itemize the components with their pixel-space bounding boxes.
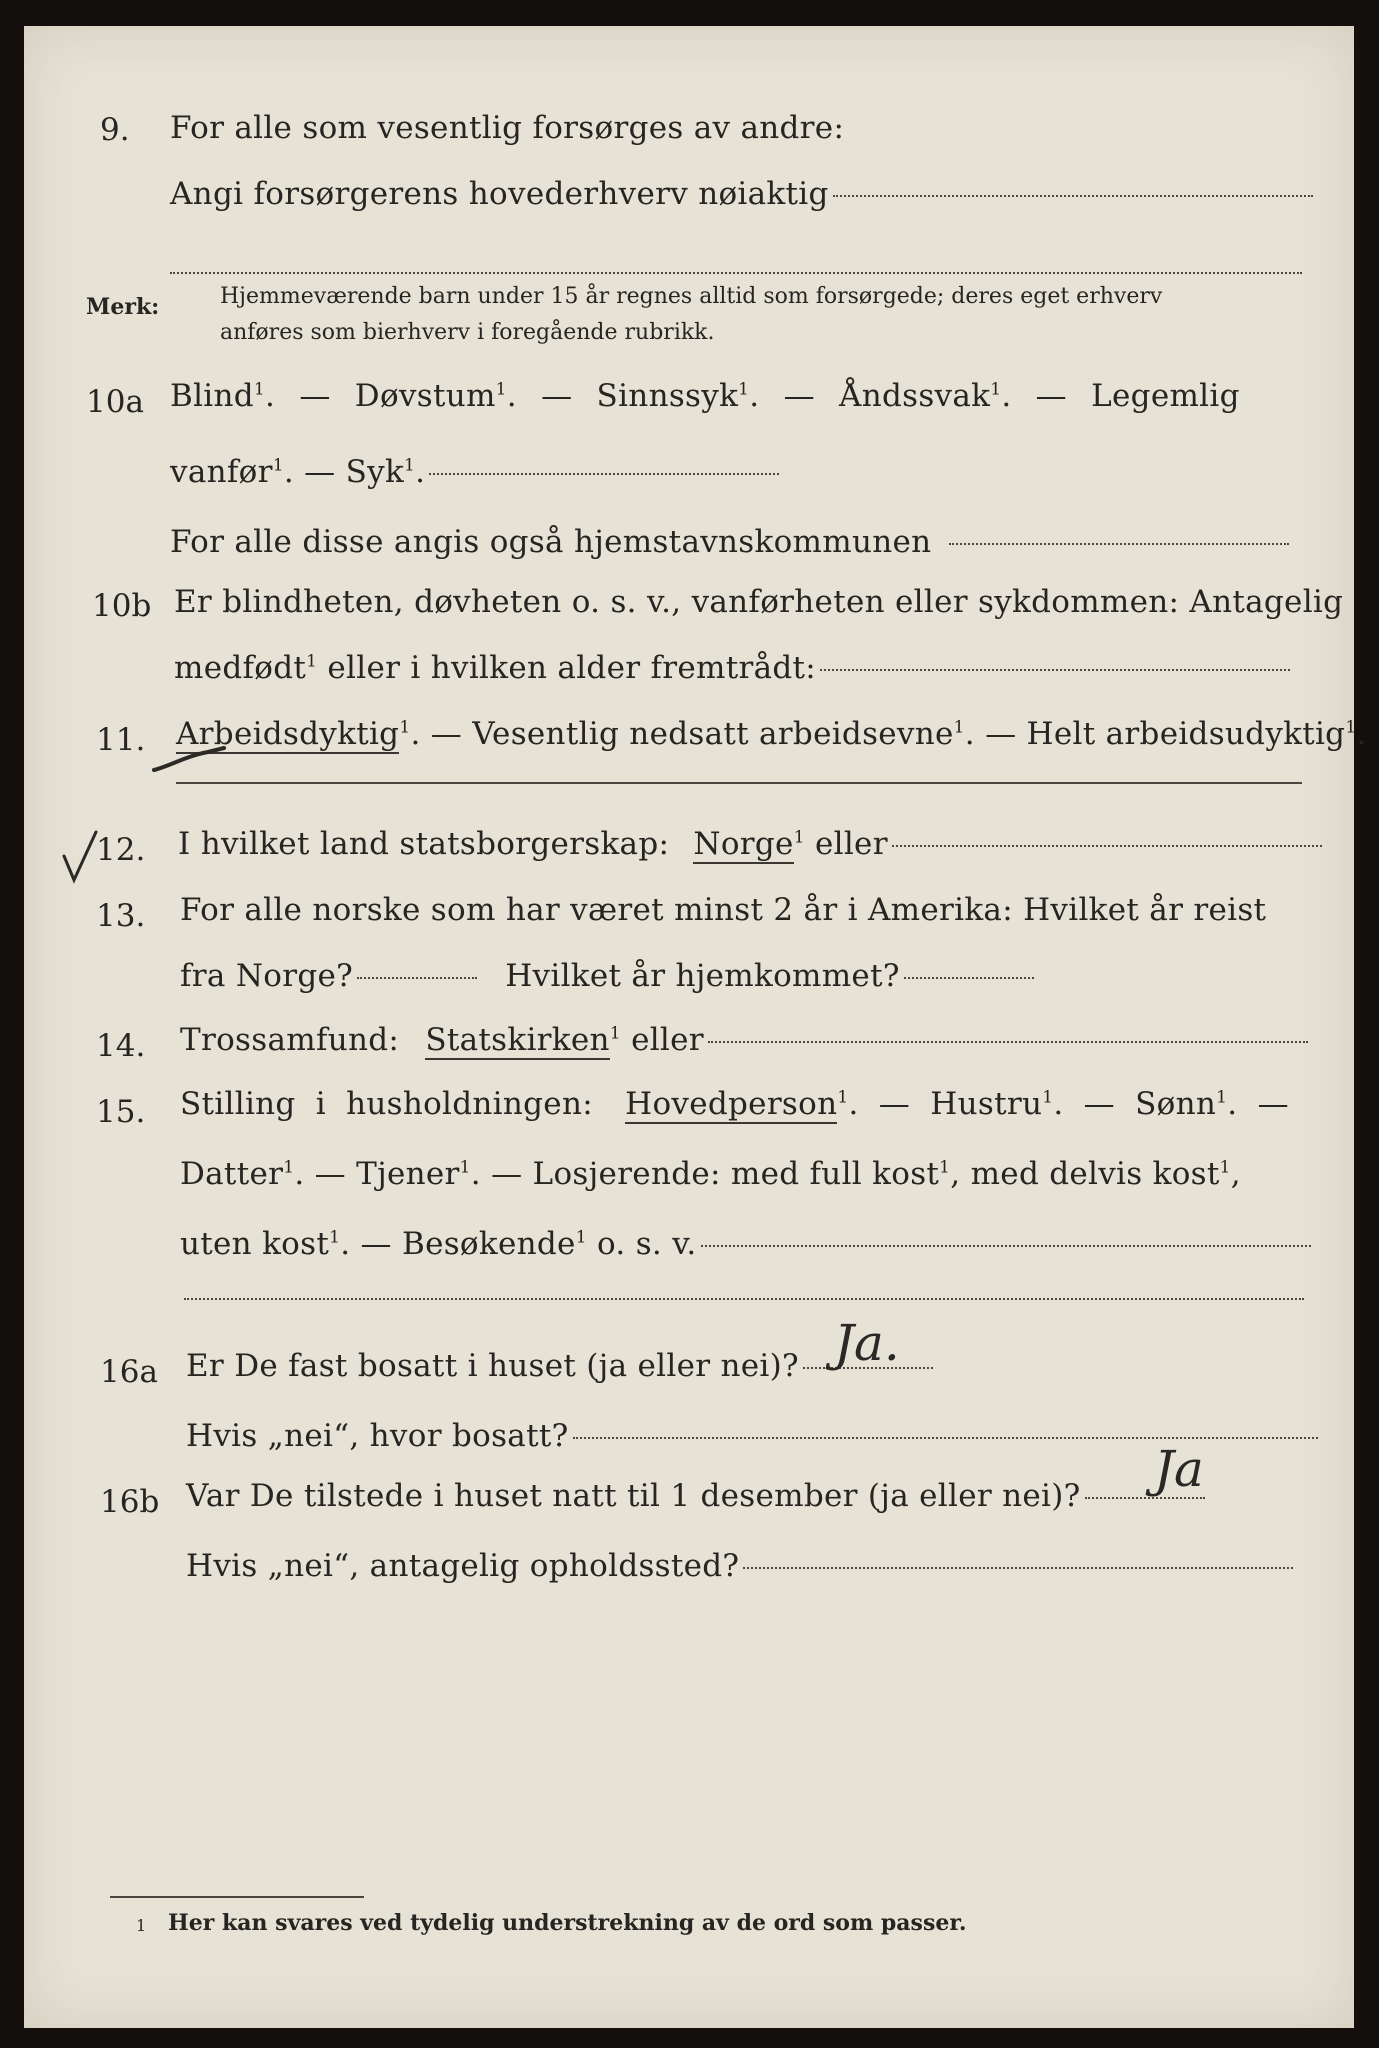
footnote-ref: 1 bbox=[253, 379, 266, 400]
q16b-line2 bbox=[186, 1548, 1293, 1584]
q14-eller: eller bbox=[631, 1022, 704, 1058]
opt-sinnssyk[interactable]: . — Sinnssyk bbox=[506, 378, 739, 414]
q15-number: 15. bbox=[96, 1094, 146, 1130]
hjemstavn-field[interactable] bbox=[949, 543, 1289, 545]
footnote-ref: 1 bbox=[272, 455, 284, 476]
q13-line2 bbox=[180, 958, 1034, 994]
q16a-question: Er De fast bosatt i huset (ja eller nei)? bbox=[186, 1348, 799, 1384]
q13-line1: For alle norske som har været minst 2 år i Amerika: Hvilket år reist bbox=[180, 892, 1267, 928]
q16b-question: Var De tilstede i huset natt til 1 desember (ja eller nei)? bbox=[186, 1478, 1081, 1514]
q13-number: 13. bbox=[96, 898, 146, 934]
opt-arbeidsdyktig[interactable]: Arbeidsdyktig bbox=[176, 716, 400, 752]
q16a-line2 bbox=[186, 1418, 1318, 1454]
q10a-number: 10a bbox=[86, 384, 144, 420]
q11-number: 11. bbox=[96, 722, 146, 758]
footnote-ref: 1 bbox=[283, 1157, 295, 1178]
opt-medfodt[interactable]: medfødt bbox=[174, 650, 307, 686]
footnote-ref: 1 bbox=[1216, 1087, 1228, 1108]
q15-answer-line-2[interactable] bbox=[184, 1298, 1304, 1300]
q10a-line3-text: For alle disse angis også hjemstavnskommunen bbox=[170, 524, 932, 560]
opt-hovedperson[interactable]: Hovedperson bbox=[625, 1086, 838, 1122]
footnote-rule bbox=[110, 1896, 364, 1898]
q12-answer-field[interactable] bbox=[892, 845, 1322, 847]
q16a-number: 16a bbox=[100, 1354, 158, 1390]
q14-number: 14. bbox=[96, 1028, 146, 1064]
opt-syk[interactable]: . — Syk bbox=[283, 454, 405, 490]
q15-line3 bbox=[180, 1226, 1311, 1262]
q15-line1 bbox=[180, 1086, 1289, 1122]
q9-answer-field[interactable] bbox=[833, 195, 1313, 197]
q16b-handwritten-answer: Ja bbox=[1154, 1440, 1204, 1498]
footnote-ref: 1 bbox=[738, 379, 750, 400]
q10b-answer-field[interactable] bbox=[820, 669, 1290, 671]
footnote-ref: 1 bbox=[837, 1087, 849, 1108]
footnote-ref: 1 bbox=[575, 1227, 587, 1248]
footnote-ref: 1 bbox=[1219, 1157, 1231, 1178]
opt-vanfor[interactable]: vanfør bbox=[170, 454, 273, 490]
q15-label: Stilling i husholdningen: bbox=[180, 1086, 593, 1122]
q15-line2 bbox=[180, 1156, 1241, 1192]
q10a-line3 bbox=[170, 524, 1289, 560]
q11-line: Arbeidsdyktig$^1$. — Vesentlig nedsatt arbeidsevne$^1$. — Helt arbeidsudyktig$^1$. bbox=[176, 716, 1367, 752]
footnote-ref: 1 bbox=[306, 651, 318, 672]
opt-legemlig[interactable]: . — Legemlig bbox=[1001, 378, 1240, 414]
opt-delvis-kost[interactable]: , med delvis kost bbox=[950, 1156, 1220, 1192]
q14-text: Trossamfund: bbox=[180, 1022, 400, 1058]
footnote-ref: 1 bbox=[495, 379, 507, 400]
q16b-line1 bbox=[186, 1478, 1205, 1514]
q15-osv: o. s. v. bbox=[586, 1226, 697, 1262]
q9-line1: For alle som vesentlig forsørges av andre: bbox=[170, 110, 845, 146]
footnote-ref: 1 bbox=[329, 1227, 341, 1248]
handwritten-underline-stroke bbox=[150, 738, 230, 778]
merk-line1: Hjemmeværende barn under 15 år regnes alltid som forsørgede; deres eget erhverv bbox=[220, 284, 1163, 309]
footnote-ref: 1 bbox=[793, 827, 805, 848]
q10b-alder-text: eller i hvilken alder fremtrådt: bbox=[317, 650, 817, 686]
footnote-text: Her kan svares ved tydelig understrekning av de ord som passer. bbox=[168, 1910, 967, 1936]
footnote-ref: 1 bbox=[459, 1157, 471, 1178]
opt-tjener[interactable]: . — Tjener bbox=[294, 1156, 460, 1192]
opt-udyktig[interactable]: . — Helt arbeidsudyktig bbox=[964, 716, 1346, 752]
footnote-ref: 1 bbox=[1042, 1087, 1054, 1108]
q16a-line1 bbox=[186, 1348, 933, 1384]
q15-comma: , bbox=[1230, 1156, 1241, 1192]
merk-label: Merk: bbox=[86, 294, 160, 320]
q12-eller: eller bbox=[814, 826, 888, 862]
footnote-ref: 1 bbox=[609, 1023, 621, 1044]
opt-full-kost[interactable]: . — Losjerende: med full kost bbox=[470, 1156, 940, 1192]
footnote-ref: 1 bbox=[953, 717, 965, 738]
q16a-handwritten-answer: Ja. bbox=[834, 1314, 900, 1372]
opt-hustru[interactable]: . — Hustru bbox=[848, 1086, 1043, 1122]
footnote-ref: 1 bbox=[1345, 717, 1357, 738]
q16b-hvis-nei: Hvis „nei“, antagelig opholdssted? bbox=[186, 1548, 740, 1584]
q16a-hvis-nei: Hvis „nei“, hvor bosatt? bbox=[186, 1418, 569, 1454]
q13-reist-field[interactable] bbox=[357, 977, 477, 979]
opt-norge[interactable]: Norge bbox=[693, 826, 794, 862]
q16b-opholdssted-field[interactable] bbox=[743, 1567, 1293, 1569]
q9-number: 9. bbox=[100, 112, 130, 148]
q14-answer-field[interactable] bbox=[708, 1041, 1308, 1043]
opt-statskirken[interactable]: Statskirken bbox=[425, 1022, 610, 1058]
footnote-ref: 1 bbox=[404, 455, 416, 476]
q13-hjemkommet-text: Hvilket år hjemkommet? bbox=[505, 958, 900, 994]
opt-datter[interactable]: Datter bbox=[180, 1156, 284, 1192]
q10b-number: 10b bbox=[92, 588, 152, 624]
footnote-number: 1 bbox=[136, 1916, 147, 1935]
opt-nedsatt[interactable]: . — Vesentlig nedsatt arbeidsevne bbox=[410, 716, 954, 752]
footnote-ref: 1 bbox=[990, 379, 1002, 400]
opt-besokende[interactable]: . — Besøkende bbox=[340, 1226, 576, 1262]
q13-hjemkommet-field[interactable] bbox=[904, 977, 1034, 979]
q10a-answer-field[interactable] bbox=[429, 473, 779, 475]
q16a-bosatt-field[interactable] bbox=[573, 1437, 1318, 1439]
footnote-ref: 1 bbox=[399, 717, 411, 738]
opt-sonn[interactable]: . — Sønn bbox=[1053, 1086, 1217, 1122]
q11-separator bbox=[176, 782, 1302, 784]
q10a-line2: vanfør$^1$. — Syk$^1$. bbox=[170, 454, 779, 490]
opt-andssvak[interactable]: . — Åndssvak bbox=[749, 378, 991, 414]
footnote-ref: 1 bbox=[939, 1157, 951, 1178]
q12-line bbox=[178, 826, 1322, 862]
q13-reist-text: fra Norge? bbox=[180, 958, 354, 994]
opt-blind[interactable]: Blind bbox=[170, 378, 254, 414]
q15-dash: . — bbox=[1227, 1086, 1289, 1122]
q16b-number: 16b bbox=[100, 1484, 160, 1520]
q10b-line2 bbox=[174, 650, 1290, 686]
census-form-page bbox=[24, 26, 1367, 2028]
merk-line2: anføres som bierhverv i foregående rubrikk. bbox=[220, 320, 715, 345]
q14-line bbox=[180, 1022, 1308, 1058]
q15-answer-field[interactable] bbox=[701, 1245, 1311, 1247]
opt-dovstum[interactable]: . — Døvstum bbox=[265, 378, 496, 414]
q12-number: 12. bbox=[96, 832, 146, 868]
q9-answer-line-2[interactable] bbox=[170, 272, 1302, 274]
q9-line2 bbox=[170, 176, 1313, 212]
q12-text: I hvilket land statsborgerskap: bbox=[178, 826, 670, 862]
q10b-line1: Er blindheten, døvheten o. s. v., vanførheten eller sykdommen: Antagelig bbox=[174, 584, 1344, 620]
opt-uten-kost[interactable]: uten kost bbox=[180, 1226, 330, 1262]
q10a-line1 bbox=[170, 378, 1240, 414]
q9-line2-text: Angi forsørgerens hovederhverv nøiaktig bbox=[170, 176, 829, 212]
